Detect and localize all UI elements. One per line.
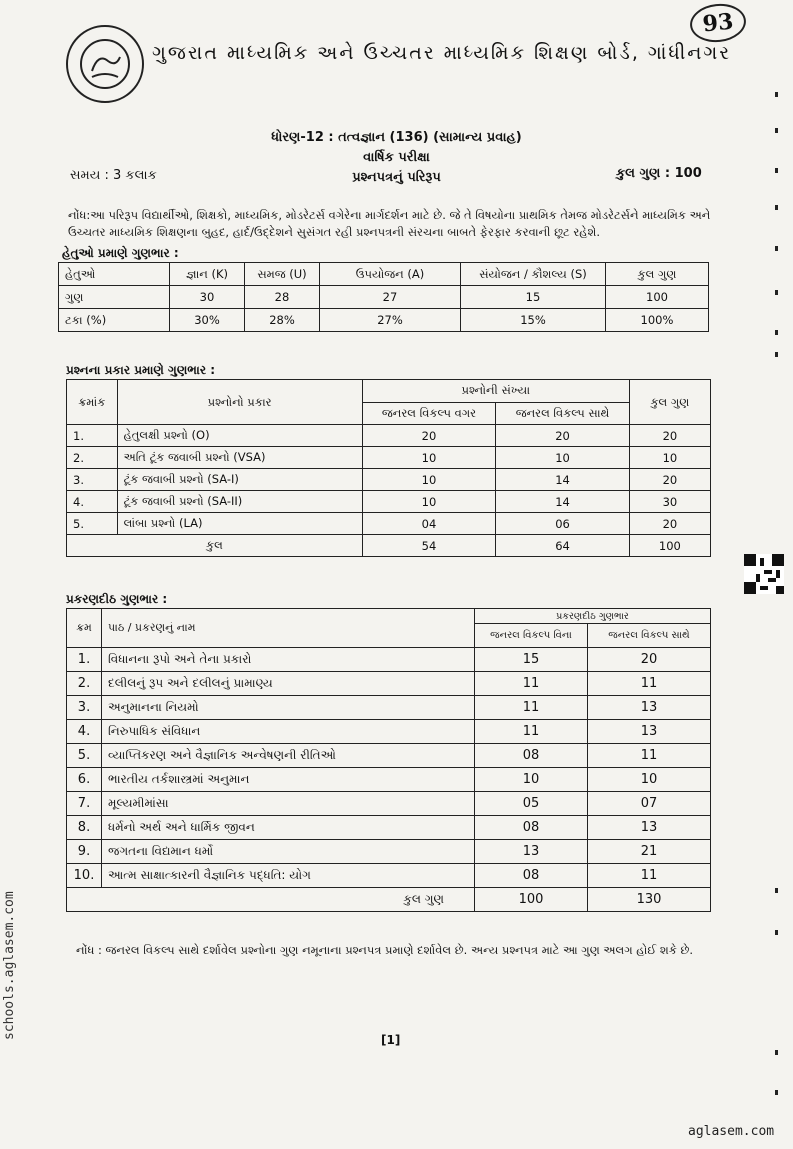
table-cell: 11 [588,744,711,768]
table-cell: 10 [475,768,588,792]
table-cell: 15 [461,286,606,309]
table-cell: 54 [362,535,496,557]
table-cell: 05 [475,792,588,816]
table-cell: 13 [588,816,711,840]
table-cell: 11 [475,696,588,720]
table-row [59,309,709,332]
table-row [67,864,711,888]
table-header-cell: પાઠ / પ્રકરણનું નામ [102,609,475,648]
exam-title: વાર્ષિક પરીક્ષા [363,150,430,165]
question-types-table [66,379,711,557]
table-cell: 4. [67,491,118,513]
table-row [67,816,711,840]
table-header-row [67,380,711,403]
table-header-cell: કુલ ગુણ [606,263,709,286]
table-header-cell: હેતુઓ [59,263,170,286]
table-row [67,768,711,792]
table-cell: 20 [629,513,710,535]
table-cell: ટૂંક જવાબી પ્રશ્નો (SA-II) [117,491,362,513]
table-row [67,696,711,720]
table-cell: ટકા (%) [59,309,170,332]
table-cell: 15% [461,309,606,332]
table-cell: 07 [588,792,711,816]
table-cell: 100 [475,888,588,912]
table-cell: અનુમાનના નિયમો [102,696,475,720]
page-footer-number: [1] [381,1033,401,1047]
note-top: નોંધ:આ પરિરૂપ વિદ્યાર્થીઓ, શિક્ષકો, માધ્યમિક, મોડરેટર્સ વગેરેના માર્ગદર્શન માટે છે. જે તે વિષયોના પ્રાથમિક તેમજ મોડરેટર્સને માધ્યમિક અને ઉચ્ચતર માધ્યમિક શિક્ષણના બુહદ, હાર્દ/ઉદ્દેશને સુસંગત રહી પ્રશ્નપત્રની સંરચના બાબતે ફેરફાર કરવાની છૂટ રહેશે. [68,208,711,239]
table-cell: 10 [362,447,496,469]
table-cell: 1. [67,425,118,447]
table-cell: 28% [245,309,320,332]
table-cell: હેતુલક્ષી પ્રશ્નો (O) [117,425,362,447]
table-cell: અતિ ટૂંક જવાબી પ્રશ્નો (VSA) [117,447,362,469]
table-cell: 30 [170,286,245,309]
exam-time: સમય : 3 કલાક [70,168,157,183]
table-cell: 20 [629,425,710,447]
table-cell: 3. [67,696,102,720]
table-row [67,425,711,447]
table-header-row [67,609,711,624]
table-cell: કુલ ગુણ [67,888,475,912]
table-cell: 10 [362,469,496,491]
table-cell: 20 [588,648,711,672]
table-cell: 08 [475,816,588,840]
table-header-cell: પ્રશ્નોનો પ્રકાર [117,380,362,425]
table-cell: 6. [67,768,102,792]
table-header-cell: પ્રશ્નોની સંખ્યા [362,380,629,403]
table-cell: 28 [245,286,320,309]
table-cell: 2. [67,447,118,469]
watermark-corner: aglasem.com [688,1124,775,1139]
table-cell: ગુણ [59,286,170,309]
table-cell: 5. [67,744,102,768]
table-cell: વ્યાપ્તિકરણ અને વૈજ્ઞાનિક અન્વેષણની રીતિઓ [102,744,475,768]
table-row [67,792,711,816]
question-types-section-label: પ્રશ્નના પ્રકાર પ્રમાણે ગુણભાર : [66,363,215,377]
table-cell: 15 [475,648,588,672]
table-cell: 08 [475,864,588,888]
table-cell: વિધાનના રૂપો અને તેના પ્રકારો [102,648,475,672]
table-cell: 64 [496,535,630,557]
table-header-cell: જ્ઞાન (K) [170,263,245,286]
table-cell: 8. [67,816,102,840]
table-cell: 2. [67,672,102,696]
table-cell: 100 [606,286,709,309]
table-cell: 08 [475,744,588,768]
table-cell: 11 [475,672,588,696]
table-cell: 14 [496,469,630,491]
table-cell: 7. [67,792,102,816]
table-cell: 3. [67,469,118,491]
table-cell: 4. [67,720,102,744]
table-cell: જગતના વિદ્યમાન ધર્મો [102,840,475,864]
table-cell: 06 [496,513,630,535]
table-header-cell: જનરલ વિકલ્પ સાથે [496,402,630,425]
table-header-row [59,263,709,286]
board-seal-logo [66,25,144,103]
watermark-side: schools.aglasem.com [2,891,17,1040]
table-cell: 10 [629,447,710,469]
table-row [67,491,711,513]
table-cell: 11 [475,720,588,744]
table-row [67,447,711,469]
table-cell: 9. [67,840,102,864]
table-cell: નિરુપાધિક સંવિધાન [102,720,475,744]
table-header-cell: સમજ (U) [245,263,320,286]
table-cell: લાંબા પ્રશ્નો (LA) [117,513,362,535]
table-total-row [67,535,711,557]
table-header-cell: ઉપયોજન (A) [320,263,461,286]
table-cell: 1. [67,648,102,672]
table-header-cell: જનરલ વિકલ્પ વગર [362,402,496,425]
table-cell: દલીલનું રૂપ અને દલીલનું પ્રામાણ્ય [102,672,475,696]
table-row [59,286,709,309]
table-row [67,720,711,744]
table-row [67,840,711,864]
table-total-row [67,888,711,912]
objectives-table [58,262,709,332]
table-row [67,672,711,696]
table-header-cell: પ્રકરણદીઠ ગુણભાર [475,609,711,624]
table-cell: 10 [588,768,711,792]
table-cell: 5. [67,513,118,535]
table-cell: ભારતીય તર્કશાસ્ત્રમાં અનુમાન [102,768,475,792]
table-cell: 30% [170,309,245,332]
table-header-cell: ક્રમાંક [67,380,118,425]
note-bottom: નોંધ : જનરલ વિકલ્પ સાથે દર્શાવેલ પ્રશ્નોના ગુણ નમૂનાના પ્રશ્નપત્ર પ્રમાણે દર્શાવેલ છે. અન્ય પ્રશ્નપત્ર માટે આ ગુણ અલગ હોઈ શકે છે. [76,943,694,957]
table-header-cell: ક્રમ [67,609,102,648]
table-cell: 10 [496,447,630,469]
table-cell: કુલ [67,535,363,557]
table-header-cell: જનરલ વિકલ્પ વિના [475,624,588,648]
handwritten-page-number: 93 [688,1,748,45]
table-cell: 10. [67,864,102,888]
table-cell: 130 [588,888,711,912]
objectives-section-label: હેતુઓ પ્રમાણે ગુણભાર : [62,246,179,260]
table-cell: 27% [320,309,461,332]
chapters-section-label: પ્રકરણદીઠ ગુણભાર : [66,592,168,606]
table-cell: 10 [362,491,496,513]
table-cell: ટૂંક જવાબી પ્રશ્નો (SA-I) [117,469,362,491]
board-name-heading: ગુજરાત માધ્યમિક અને ઉચ્ચતર માધ્યમિક શિક્ષણ બોર્ડ, ગાંધીનગર [152,42,732,64]
table-cell: 04 [362,513,496,535]
table-cell: 21 [588,840,711,864]
table-cell: 13 [588,720,711,744]
table-row [67,469,711,491]
blueprint-title: પ્રશ્નપત્રનું પરિરૂપ [352,170,441,185]
table-cell: 13 [588,696,711,720]
table-row [67,744,711,768]
table-cell: 11 [588,864,711,888]
class-subject-title: ધોરણ-12 : તત્વજ્ઞાન (136) (સામાન્ય પ્રવાહ) [271,130,522,145]
table-row [67,648,711,672]
table-cell: આત્મ સાક્ષાત્કારની વૈજ્ઞાનિક પદ્ધતિ: યોગ [102,864,475,888]
chapters-table [66,608,711,912]
table-cell: 100% [606,309,709,332]
table-cell: 20 [496,425,630,447]
table-cell: 13 [475,840,588,864]
table-cell: 11 [588,672,711,696]
table-cell: 100 [629,535,710,557]
table-header-cell: જનરલ વિકલ્પ સાથે [588,624,711,648]
table-cell: ધર્મનો અર્થ અને ધાર્મિક જીવન [102,816,475,840]
table-cell: 30 [629,491,710,513]
table-header-cell: કુલ ગુણ [629,380,710,425]
table-cell: મૂલ્યમીમાંસા [102,792,475,816]
table-cell: 20 [629,469,710,491]
table-header-cell: સંયોજન / કૌશલ્ય (S) [461,263,606,286]
table-cell: 20 [362,425,496,447]
table-row [67,513,711,535]
total-marks: કુલ ગુણ : 100 [616,166,702,181]
qr-code-icon [744,554,784,594]
table-cell: 27 [320,286,461,309]
table-cell: 14 [496,491,630,513]
